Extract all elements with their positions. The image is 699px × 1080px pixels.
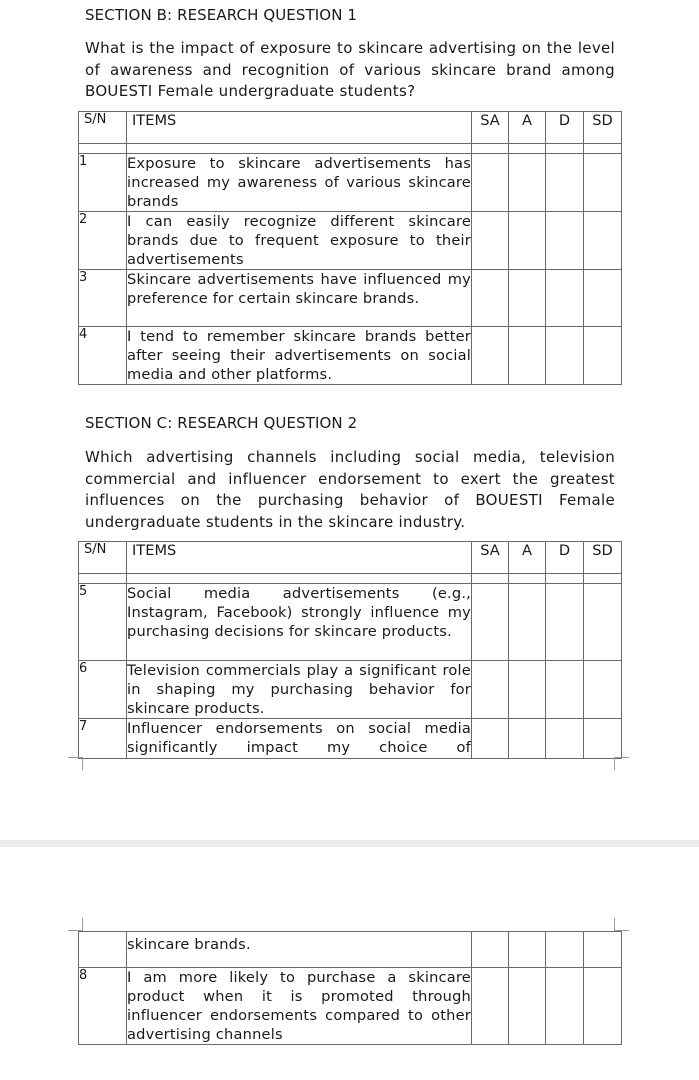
header-sa: SA — [472, 112, 509, 144]
page-corner-mark-right — [614, 757, 629, 770]
response-sa-cell[interactable] — [472, 968, 509, 1045]
row-sn: 3 — [79, 270, 127, 327]
response-d-cell[interactable] — [546, 968, 584, 1045]
row-item-text: Television commercials play a significant role in shaping my purchasing behavior for skincare products. — [127, 662, 471, 717]
header-items: ITEMS — [127, 112, 472, 144]
response-sd-cell[interactable] — [584, 270, 622, 327]
response-sa-cell[interactable] — [472, 270, 509, 327]
header-sa: SA — [472, 542, 509, 574]
response-a-cell[interactable] — [509, 719, 546, 759]
response-d-cell[interactable] — [546, 212, 584, 270]
response-sa-cell[interactable] — [472, 719, 509, 759]
response-sa-cell[interactable] — [472, 584, 509, 661]
header-d: D — [546, 112, 584, 144]
response-sd-cell[interactable] — [584, 327, 622, 385]
table-header-row — [79, 542, 622, 574]
row-item-text: I tend to remember skincare brands better after seeing their advertisements on social media and other platforms. — [127, 328, 471, 383]
header-sd: SD — [584, 542, 622, 574]
response-sd-cell[interactable] — [584, 968, 622, 1045]
response-sa-cell[interactable] — [472, 327, 509, 385]
response-a-cell[interactable] — [509, 968, 546, 1045]
spacer-row — [79, 144, 622, 154]
row-item-text: Social media advertisements (e.g., Instagram, Facebook) strongly influence my purchasing decisions for skincare products. — [127, 585, 471, 640]
response-d-cell[interactable] — [546, 584, 584, 661]
header-sn: S/N — [79, 112, 127, 144]
section-c-table — [78, 541, 622, 759]
row-sn: 5 — [79, 584, 127, 661]
page-corner-mark-left-top — [68, 918, 83, 931]
response-d-cell[interactable] — [546, 154, 584, 212]
response-d-cell[interactable] — [546, 719, 584, 759]
row-item-text: Influencer endorsements on social media significantly impact my choice of — [127, 720, 471, 756]
section-c-question: Which advertising channels including social media, television commercial and influencer endorsement to exert the greatest influences on the purchasing behavior of BOUESTI Female undergraduate students in the skincare industry. — [85, 448, 615, 531]
table-row — [79, 719, 622, 759]
response-a-cell[interactable] — [509, 327, 546, 385]
response-d-cell[interactable] — [546, 661, 584, 719]
header-sn: S/N — [79, 542, 127, 574]
row-item-text: Skincare advertisements have influenced my preference for certain skincare brands. — [127, 271, 471, 307]
response-sa-cell[interactable] — [472, 661, 509, 719]
response-a-cell[interactable] — [509, 584, 546, 661]
table-row — [79, 932, 622, 968]
page-corner-mark-left — [68, 757, 83, 770]
response-a-cell[interactable] — [509, 212, 546, 270]
header-sd: SD — [584, 112, 622, 144]
header-items: ITEMS — [127, 542, 472, 574]
row-sn: 6 — [79, 661, 127, 719]
row-item-text: I can easily recognize different skincare brands due to frequent exposure to their advertisements — [127, 213, 471, 268]
row-item-text: skincare brands. — [127, 936, 251, 953]
table-row — [79, 968, 622, 1045]
continuation-table — [78, 931, 622, 1045]
response-d-cell[interactable] — [546, 327, 584, 385]
response-a-cell[interactable] — [509, 661, 546, 719]
section-b-table — [78, 111, 622, 385]
header-d: D — [546, 542, 584, 574]
row-sn — [79, 932, 127, 968]
spacer-row — [79, 574, 622, 584]
table-row — [79, 327, 622, 385]
response-a-cell[interactable] — [509, 270, 546, 327]
table-row — [79, 212, 622, 270]
response-sa-cell[interactable] — [472, 154, 509, 212]
response-sd-cell[interactable] — [584, 932, 622, 968]
response-sa-cell[interactable] — [472, 932, 509, 968]
response-sd-cell[interactable] — [584, 584, 622, 661]
section-b-question: What is the impact of exposure to skincare advertising on the level of awareness and recognition of various skincare brand among BOUESTI Female undergraduate students? — [85, 39, 615, 100]
page-break-gap — [0, 840, 699, 847]
response-sd-cell[interactable] — [584, 212, 622, 270]
response-a-cell[interactable] — [509, 154, 546, 212]
row-sn: 1 — [79, 154, 127, 212]
response-d-cell[interactable] — [546, 270, 584, 327]
row-sn: 8 — [79, 968, 127, 1045]
response-sd-cell[interactable] — [584, 154, 622, 212]
row-item-text: I am more likely to purchase a skincare product when it is promoted through influencer endorsements compared to other advertising channels — [127, 969, 471, 1043]
response-sd-cell[interactable] — [584, 661, 622, 719]
row-sn: 4 — [79, 327, 127, 385]
header-a: A — [509, 112, 546, 144]
section-b-heading: SECTION B: RESEARCH QUESTION 1 — [85, 6, 358, 24]
row-sn: 7 — [79, 719, 127, 759]
table-row — [79, 154, 622, 212]
response-sd-cell[interactable] — [584, 719, 622, 759]
header-a: A — [509, 542, 546, 574]
response-d-cell[interactable] — [546, 932, 584, 968]
response-a-cell[interactable] — [509, 932, 546, 968]
table-row — [79, 661, 622, 719]
table-header-row — [79, 112, 622, 144]
row-item-text: Exposure to skincare advertisements has increased my awareness of various skincare brands — [127, 155, 471, 210]
row-sn: 2 — [79, 212, 127, 270]
response-sa-cell[interactable] — [472, 212, 509, 270]
table-row — [79, 270, 622, 327]
table-row — [79, 584, 622, 661]
section-c-heading: SECTION C: RESEARCH QUESTION 2 — [85, 414, 358, 432]
page-corner-mark-right-top — [614, 918, 629, 931]
